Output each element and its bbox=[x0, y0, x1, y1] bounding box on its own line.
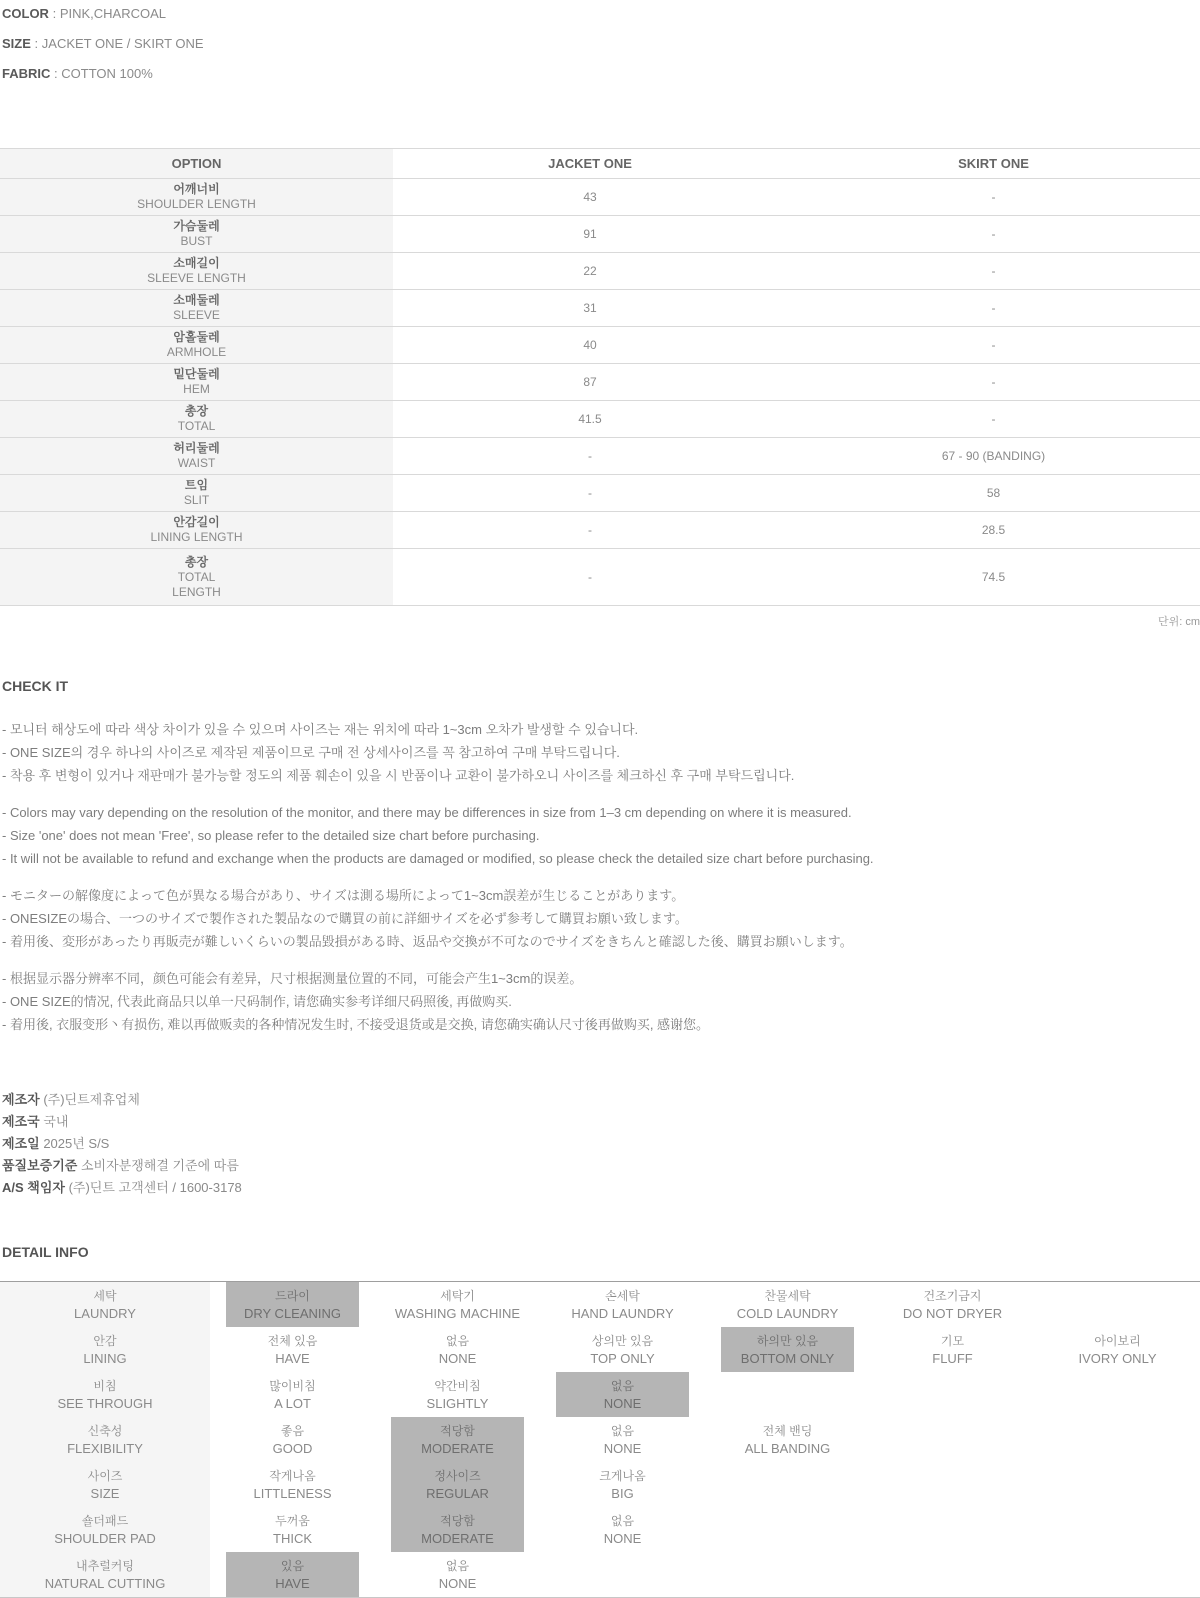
size-value-jacket: 87 bbox=[393, 364, 787, 401]
table-row bbox=[0, 438, 1200, 475]
detail-cell: 찬물세탁 COLD LAUNDRY bbox=[736, 1288, 839, 1321]
table-row bbox=[0, 327, 1200, 364]
size-value-skirt: - bbox=[787, 364, 1200, 401]
detail-cell-empty bbox=[1035, 1282, 1200, 1328]
detail-cell: 전체 있음 HAVE bbox=[267, 1333, 318, 1366]
size-value-jacket: - bbox=[393, 549, 787, 606]
detail-row-label: 안감 LINING bbox=[0, 1327, 210, 1372]
manufacturer-line: 제조국 국내 bbox=[2, 1114, 69, 1129]
note-line: - 착용 후 변형이 있거나 재판매가 불가능할 정도의 제품 훼손이 있을 시 반품이나 교환이 불가하오니 사이즈를 체크하신 후 구매 부탁드립니다. bbox=[2, 768, 795, 783]
detail-cell: 전체 밴딩 ALL BANDING bbox=[744, 1423, 831, 1456]
note-line: - ONESIZEの場合、一つのサイズで製作された製品なので購買の前に詳細サイズを必ず参考して購買お願い致します。 bbox=[2, 911, 688, 926]
colon-separator: : bbox=[54, 66, 58, 81]
size-value-jacket: 41.5 bbox=[393, 401, 787, 438]
table-row bbox=[0, 253, 1200, 290]
manufacturer-block bbox=[2, 1089, 1198, 1199]
note-line: - 着用後, 衣服变形丶有损伤, 难以再做贩卖的各种情况发生时, 不接受退货或是交换, 请您确实确认尺寸後再做购买, 感谢您。 bbox=[2, 1017, 710, 1032]
size-row-label: 어깨너비 SHOULDER LENGTH bbox=[0, 179, 393, 216]
detail-cell: 건조기금지 DO NOT DRYER bbox=[902, 1288, 1003, 1321]
detail-cell: 기모 FLUFF bbox=[932, 1333, 973, 1366]
notes-korean bbox=[2, 718, 1198, 787]
size-value-skirt: - bbox=[787, 290, 1200, 327]
detail-cell-empty bbox=[870, 1552, 1035, 1598]
detail-row-label: 사이즈 SIZE bbox=[0, 1462, 210, 1507]
detail-cell-empty bbox=[1035, 1372, 1200, 1417]
detail-row-label: 신축성 FLEXIBILITY bbox=[0, 1417, 210, 1462]
detail-cell-empty bbox=[705, 1507, 870, 1552]
table-row bbox=[0, 364, 1200, 401]
detail-cell-empty bbox=[1035, 1417, 1200, 1462]
detail-cell: 작게나옴 LITTLENESS bbox=[253, 1468, 332, 1501]
size-value-jacket: 22 bbox=[393, 253, 787, 290]
size-table-header-row bbox=[0, 149, 1200, 179]
size-row-label: 소매길이 SLEEVE LENGTH bbox=[0, 253, 393, 290]
note-line: - 모니터 해상도에 따라 색상 차이가 있을 수 있으며 사이즈는 재는 위치에 따라 1~3cm 오차가 발생할 수 있습니다. bbox=[2, 722, 639, 737]
note-line: - Size 'one' does not mean 'Free', so please refer to the detailed size chart before purchasing. bbox=[2, 828, 540, 843]
notes-chinese bbox=[2, 967, 1198, 1036]
manufacturer-line: 제조자 (주)딘트제휴업체 bbox=[2, 1092, 140, 1107]
size-value-skirt: - bbox=[787, 253, 1200, 290]
table-row bbox=[0, 1327, 1200, 1372]
size-value-jacket: 40 bbox=[393, 327, 787, 364]
detail-row-label: 내추럴커팅 NATURAL CUTTING bbox=[0, 1552, 210, 1598]
size-value-jacket: - bbox=[393, 512, 787, 549]
size-value-skirt: 28.5 bbox=[787, 512, 1200, 549]
detail-cell: 없음 NONE bbox=[603, 1423, 642, 1456]
detail-cell: 적당함 MODERATE bbox=[375, 1507, 540, 1552]
detail-info-title: DETAIL INFO bbox=[2, 1244, 89, 1260]
detail-cell-empty bbox=[870, 1462, 1035, 1507]
size-value-jacket: - bbox=[393, 475, 787, 512]
detail-row-label: 세탁 LAUNDRY bbox=[0, 1282, 210, 1328]
table-row bbox=[0, 475, 1200, 512]
manufacturer-line: A/S 책임자 (주)딘트 고객센터 / 1600-3178 bbox=[2, 1180, 242, 1195]
check-it-title: CHECK IT bbox=[2, 678, 69, 694]
detail-cell-empty bbox=[540, 1552, 705, 1598]
size-row-label: 총장 TOTAL LENGTH bbox=[0, 549, 393, 606]
detail-cell-empty bbox=[870, 1507, 1035, 1552]
color-value: PINK,CHARCOAL bbox=[59, 6, 167, 21]
product-info-block bbox=[0, 6, 1200, 81]
detail-cell: 약간비침 SLIGHTLY bbox=[426, 1378, 489, 1411]
detail-cell: 없음 NONE bbox=[438, 1558, 477, 1591]
detail-row-label: 숄더패드 SHOULDER PAD bbox=[0, 1507, 210, 1552]
note-line: - モニターの解像度によって色が異なる場合があり、サイズは測る場所によって1~3cm誤差が生じることがあります。 bbox=[2, 888, 685, 903]
size-header-skirt: SKIRT ONE bbox=[787, 149, 1200, 179]
note-line: - 根据显示器分辨率不同，颜色可能会有差异，尺寸根据测量位置的不同，可能会产生1~3cm的误差。 bbox=[2, 971, 583, 986]
size-value-jacket: 91 bbox=[393, 216, 787, 253]
size-value-skirt: - bbox=[787, 179, 1200, 216]
table-row bbox=[0, 290, 1200, 327]
table-row bbox=[0, 1462, 1200, 1507]
note-line: - 着用後、変形があったり再販売が難しいくらいの製品毀損がある時、返品や交換が不可なのでサイズをきちんと確認した後、購買お願いします。 bbox=[2, 934, 853, 949]
table-row bbox=[0, 401, 1200, 438]
size-header-option: OPTION bbox=[0, 149, 393, 179]
detail-cell: 크게나옴 BIG bbox=[599, 1468, 646, 1501]
detail-cell: 적당함 MODERATE bbox=[375, 1417, 540, 1462]
table-row bbox=[0, 1282, 1200, 1328]
detail-cell-empty bbox=[1035, 1462, 1200, 1507]
note-line: - Colors may vary depending on the resolution of the monitor, and there may be differences in size from 1–3 cm depending on where it is measured. bbox=[2, 805, 852, 820]
detail-info-table bbox=[0, 1281, 1200, 1598]
size-row-label: 허리둘레 WAIST bbox=[0, 438, 393, 475]
detail-cell-empty bbox=[705, 1462, 870, 1507]
size-row-label: 안감길이 LINING LENGTH bbox=[0, 512, 393, 549]
detail-cell: 세탁기 WASHING MACHINE bbox=[394, 1288, 521, 1321]
size-value-skirt: - bbox=[787, 216, 1200, 253]
size-value-jacket: 43 bbox=[393, 179, 787, 216]
size-value-jacket: 31 bbox=[393, 290, 787, 327]
detail-cell-empty bbox=[870, 1372, 1035, 1417]
size-value-jacket: - bbox=[393, 438, 787, 475]
notes-japanese bbox=[2, 884, 1198, 953]
size-row-label: 암홀둘레 ARMHOLE bbox=[0, 327, 393, 364]
detail-cell-empty bbox=[705, 1372, 870, 1417]
size-row-label: 가슴둘레 BUST bbox=[0, 216, 393, 253]
size-value: JACKET ONE / SKIRT ONE bbox=[41, 36, 204, 51]
size-info-line bbox=[2, 36, 1198, 51]
size-row-label: 밑단둘레 HEM bbox=[0, 364, 393, 401]
manufacturer-line: 제조일 2025년 S/S bbox=[2, 1136, 110, 1151]
notes-english bbox=[2, 801, 1198, 870]
detail-cell: 손세탁 HAND LAUNDRY bbox=[571, 1288, 674, 1321]
colon-separator: : bbox=[34, 36, 39, 51]
detail-cell: 상의만 있음 TOP ONLY bbox=[590, 1333, 655, 1366]
size-chart-table bbox=[0, 148, 1200, 606]
detail-cell: 아이보리 IVORY ONLY bbox=[1078, 1333, 1157, 1366]
detail-cell-empty bbox=[1035, 1507, 1200, 1552]
detail-cell: 정사이즈 REGULAR bbox=[375, 1462, 540, 1507]
size-value-skirt: 67 - 90 (BANDING) bbox=[787, 438, 1200, 475]
note-line: - ONE SIZE的情况, 代表此商品只以单一尺码制作, 请您确实参考详细尺码照後, 再做购买. bbox=[2, 994, 512, 1009]
detail-cell: 하의만 있음 BOTTOM ONLY bbox=[705, 1327, 870, 1372]
size-row-label: 소매둘레 SLEEVE bbox=[0, 290, 393, 327]
detail-cell: 없음 NONE bbox=[540, 1372, 705, 1417]
size-value-skirt: 74.5 bbox=[787, 549, 1200, 606]
detail-cell: 많이비침 A LOT bbox=[269, 1378, 316, 1411]
table-row bbox=[0, 179, 1200, 216]
detail-cell: 두꺼움 THICK bbox=[273, 1513, 312, 1546]
detail-row-label: 비침 SEE THROUGH bbox=[0, 1372, 210, 1417]
detail-cell-empty bbox=[1035, 1552, 1200, 1598]
detail-cell: 있음 HAVE bbox=[210, 1552, 375, 1598]
detail-cell: 없음 NONE bbox=[438, 1333, 477, 1366]
note-line: - ONE SIZE의 경우 하나의 사이즈로 제작된 제품이므로 구매 전 상세사이즈를 꼭 참고하여 구매 부탁드립니다. bbox=[2, 745, 620, 760]
table-row bbox=[0, 512, 1200, 549]
table-row bbox=[0, 1372, 1200, 1417]
manufacturer-line: 품질보증기준 소비자분쟁해결 기준에 따름 bbox=[2, 1158, 239, 1173]
detail-cell: 없음 NONE bbox=[603, 1513, 642, 1546]
detail-cell: 드라이 DRY CLEANING bbox=[210, 1282, 375, 1328]
table-row bbox=[0, 1507, 1200, 1552]
table-row bbox=[0, 1552, 1200, 1598]
size-value-skirt: - bbox=[787, 401, 1200, 438]
detail-cell-empty bbox=[870, 1417, 1035, 1462]
size-row-label: 총장 TOTAL bbox=[0, 401, 393, 438]
fabric-info-line bbox=[2, 66, 1198, 81]
detail-cell: 좋음 GOOD bbox=[272, 1423, 313, 1456]
note-line: - It will not be available to refund and exchange when the products are damaged or modified, so please check the detailed size chart before purchasing. bbox=[2, 851, 874, 866]
size-label: SIZE bbox=[2, 36, 31, 51]
fabric-label: FABRIC bbox=[2, 66, 51, 81]
table-row bbox=[0, 216, 1200, 253]
table-row bbox=[0, 549, 1200, 606]
unit-note: 단위: cm bbox=[1157, 616, 1200, 628]
colon-separator: : bbox=[52, 6, 57, 21]
detail-cell-empty bbox=[705, 1552, 870, 1598]
size-header-jacket: JACKET ONE bbox=[393, 149, 787, 179]
color-info-line bbox=[2, 6, 1198, 21]
fabric-value: COTTON 100% bbox=[61, 66, 153, 81]
color-label: COLOR bbox=[2, 6, 49, 21]
size-row-label: 트임 SLIT bbox=[0, 475, 393, 512]
size-value-skirt: - bbox=[787, 327, 1200, 364]
table-row bbox=[0, 1417, 1200, 1462]
size-value-skirt: 58 bbox=[787, 475, 1200, 512]
